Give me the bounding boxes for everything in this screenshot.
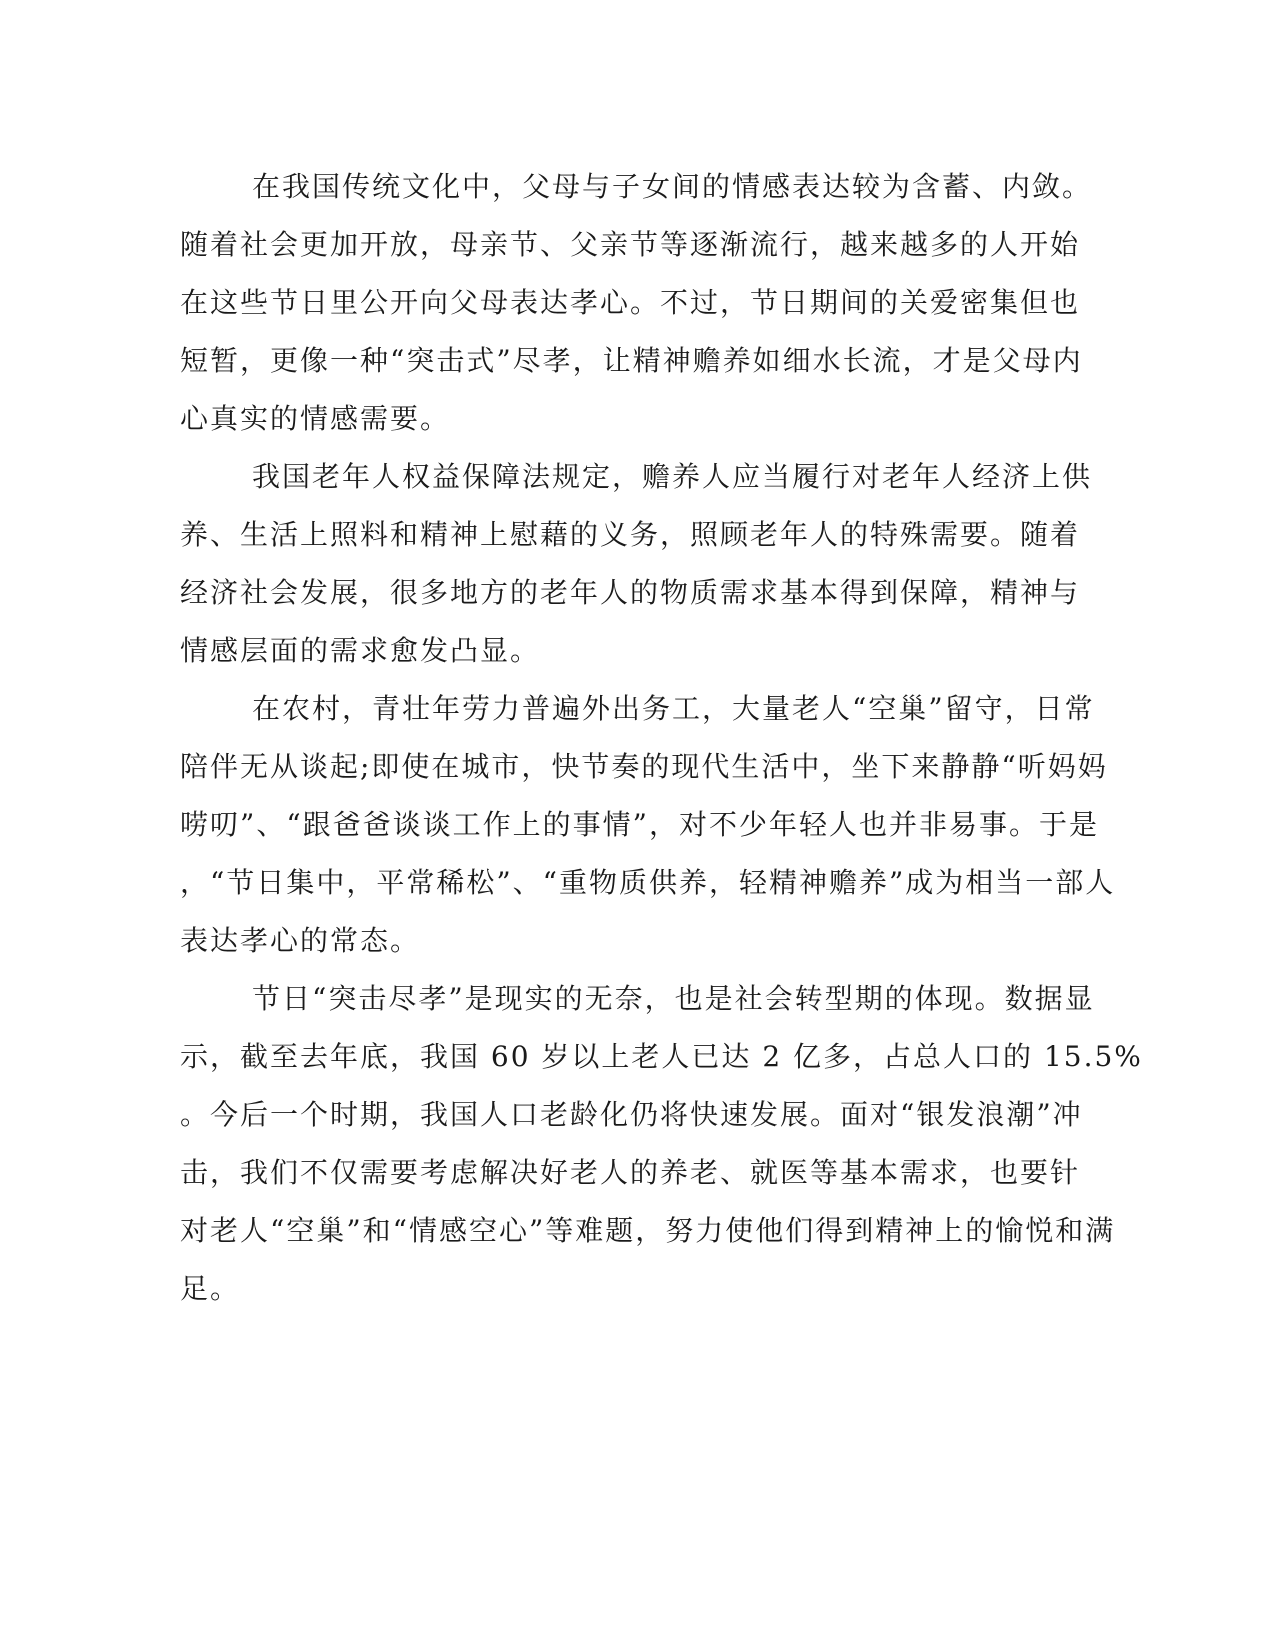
paragraph-line: 唠叨”、“跟爸爸谈谈工作上的事情”，对不少年轻人也并非易事。于是 [180,808,1099,841]
paragraph-line: 短暂，更像一种“突击式”尽孝，让精神赡养如细水长流，才是父母内 [180,344,1083,377]
paragraph-line: 足。 [180,1272,241,1305]
paragraph-line: 在这些节日里公开向父母表达孝心。不过，节日期间的关爱密集但也 [180,286,1081,319]
paragraph-line: 随着社会更加开放，母亲节、父亲节等逐渐流行，越来越多的人开始 [180,228,1081,261]
paragraph-line: 在农村，青壮年劳力普遍外出务工，大量老人“空巢”留守，日常 [252,692,1095,725]
paragraph-line: 陪伴无从谈起;即使在城市，快节奏的现代生活中，坐下来静静“听妈妈 [180,750,1108,783]
paragraph-2 [180,448,1093,680]
paragraph-line: 击，我们不仅需要考虑解决好老人的养老、就医等基本需求，也要针 [180,1156,1081,1189]
paragraph-line: 对老人“空巢”和“情感空心”等难题，努力使他们得到精神上的愉悦和满 [180,1214,1116,1247]
paragraph-4 [180,970,1143,1318]
paragraph-line: 情感层面的需求愈发凸显。 [180,634,541,667]
paragraph-line: 。今后一个时期，我国人口老龄化仍将快速发展。面对“银发浪潮”冲 [180,1098,1083,1131]
paragraph-line: 心真实的情感需要。 [180,402,451,435]
paragraph-line: ，“节日集中，平常稀松”、“重物质供养，轻精神赡养”成为相当一部人 [180,866,1116,899]
paragraph-line: 表达孝心的常态。 [180,924,421,957]
paragraph-line: 我国老年人权益保障法规定，赡养人应当履行对老年人经济上供 [252,460,1093,493]
article-body [180,158,1143,1318]
paragraph-line: 在我国传统文化中，父母与子女间的情感表达较为含蓄、内敛。 [252,170,1093,203]
paragraph-line: 节日“突击尽孝”是现实的无奈，也是社会转型期的体现。数据显 [252,982,1095,1015]
paragraph-line: 经济社会发展，很多地方的老年人的物质需求基本得到保障，精神与 [180,576,1081,609]
paragraph-1 [180,158,1093,448]
paragraph-line: 养、生活上照料和精神上慰藉的义务，照顾老年人的特殊需要。随着 [180,518,1081,551]
paragraph-line: 示，截至去年底，我国 60 岁以上老人已达 2 亿多，占总人口的 15.5% [180,1040,1143,1073]
paragraph-3 [180,680,1116,970]
